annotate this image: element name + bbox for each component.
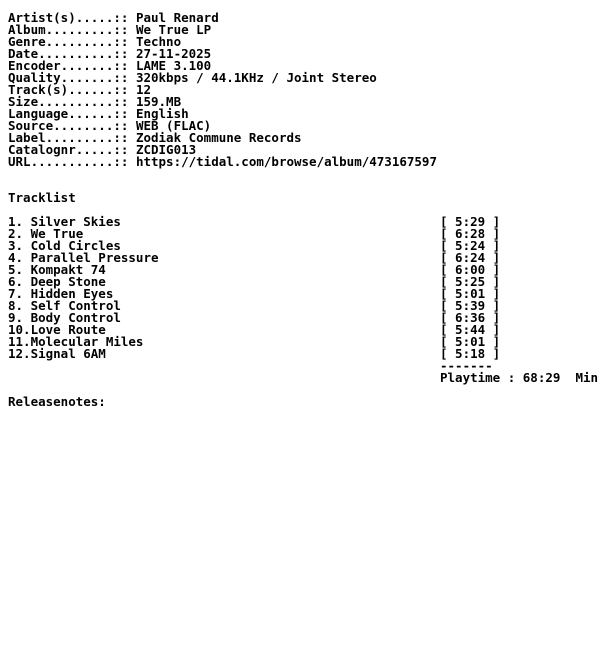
info-value: WEB (FLAC)	[135, 118, 212, 133]
info-line-url: URL...........:: https://tidal.com/browse/album/473167597	[8, 154, 437, 169]
info-key: URL...........:	[8, 154, 121, 169]
info-key: Language......:	[8, 106, 121, 121]
track-time: [ 5:01 ]	[440, 286, 501, 301]
track-time: [ 6:24 ]	[440, 250, 501, 265]
track-row	[8, 348, 608, 360]
info-key: Artist(s).....:	[8, 10, 121, 25]
info-key: Track(s)......:	[8, 82, 121, 97]
track-time: [ 5:29 ]	[440, 214, 501, 229]
releasenotes-heading: Releasenotes:	[8, 394, 106, 409]
info-line-album: Album.........:: We True LP	[8, 22, 212, 37]
info-value: 12	[135, 82, 152, 97]
info-line-genre: Genre.........:: Techno	[8, 34, 182, 49]
track-title: 1. Silver Skies	[8, 214, 121, 229]
playtime-row	[8, 372, 608, 384]
track-title: 9. Body Control	[8, 310, 121, 325]
track-time: [ 5:01 ]	[440, 334, 501, 349]
track-time: [ 5:39 ]	[440, 298, 501, 313]
track-time: [ 6:28 ]	[440, 226, 501, 241]
info-key: Size..........:	[8, 94, 121, 109]
info-line-label: Label.........:: Zodiak Commune Records	[8, 130, 302, 145]
track-time: [ 6:00 ]	[440, 262, 501, 277]
info-key: Album.........:	[8, 22, 121, 37]
info-key: Quality.......:	[8, 70, 121, 85]
track-time: [ 5:18 ]	[440, 346, 501, 361]
info-key: Genre.........:	[8, 34, 121, 49]
info-line-date: Date..........:: 27-11-2025	[8, 46, 212, 61]
info-value: 159.MB	[135, 94, 182, 109]
info-line-source: Source........:: WEB (FLAC)	[8, 118, 212, 133]
info-value: 320kbps / 44.1KHz / Joint Stereo	[135, 70, 377, 85]
info-value: Paul Renard	[135, 10, 219, 25]
track-title: 8. Self Control	[8, 298, 121, 313]
track-title: 4. Parallel Pressure	[8, 250, 159, 265]
info-line-size: Size..........:: 159.MB	[8, 94, 182, 109]
info-line-tracks: Track(s)......:: 12	[8, 82, 152, 97]
info-line-encoder: Encoder.......:: LAME 3.100	[8, 58, 212, 73]
info-key: Encoder.......:	[8, 58, 121, 73]
info-line-catalognr: Catalognr.....:: ZCDIG013	[8, 142, 197, 157]
url-link[interactable]: https://tidal.com/browse/album/473167597	[135, 154, 437, 169]
info-line-artist: Artist(s).....:: Paul Renard	[8, 10, 219, 25]
playtime-separator: -------	[440, 358, 493, 373]
track-time: [ 5:24 ]	[440, 238, 501, 253]
info-value: 27-11-2025	[135, 46, 212, 61]
track-title: 2. We True	[8, 226, 84, 241]
info-value: LAME 3.100	[135, 58, 212, 73]
info-key: Label.........:	[8, 130, 121, 145]
nfo-document	[8, 12, 608, 408]
track-time: [ 5:44 ]	[440, 322, 501, 337]
info-value: English	[135, 106, 189, 121]
track-title: 7. Hidden Eyes	[8, 286, 114, 301]
info-key: Catalognr.....:	[8, 142, 121, 157]
track-time: [ 6:36 ]	[440, 310, 501, 325]
track-title: 3. Cold Circles	[8, 238, 121, 253]
info-line-quality: Quality.......:: 320kbps / 44.1KHz / Joint Stereo	[8, 70, 377, 85]
track-time: [ 5:25 ]	[440, 274, 501, 289]
track-title: 6. Deep Stone	[8, 274, 106, 289]
info-value: ZCDIG013	[135, 142, 197, 157]
info-block	[8, 12, 608, 168]
track-title: 5. Kompakt 74	[8, 262, 106, 277]
track-title: 10.Love Route	[8, 322, 106, 337]
tracklist-heading: Tracklist	[8, 190, 76, 205]
playtime-total: Playtime : 68:29 Min	[440, 370, 599, 385]
info-key: Source........:	[8, 118, 121, 133]
info-value: Techno	[135, 34, 182, 49]
info-value: We True LP	[135, 22, 212, 37]
info-line-language: Language......:: English	[8, 106, 189, 121]
tracklist	[8, 216, 608, 360]
track-title: 11.Molecular Miles	[8, 334, 144, 349]
info-key: Date..........:	[8, 46, 121, 61]
track-title: 12.Signal 6AM	[8, 346, 106, 361]
info-value: Zodiak Commune Records	[135, 130, 302, 145]
track-row	[8, 216, 608, 228]
